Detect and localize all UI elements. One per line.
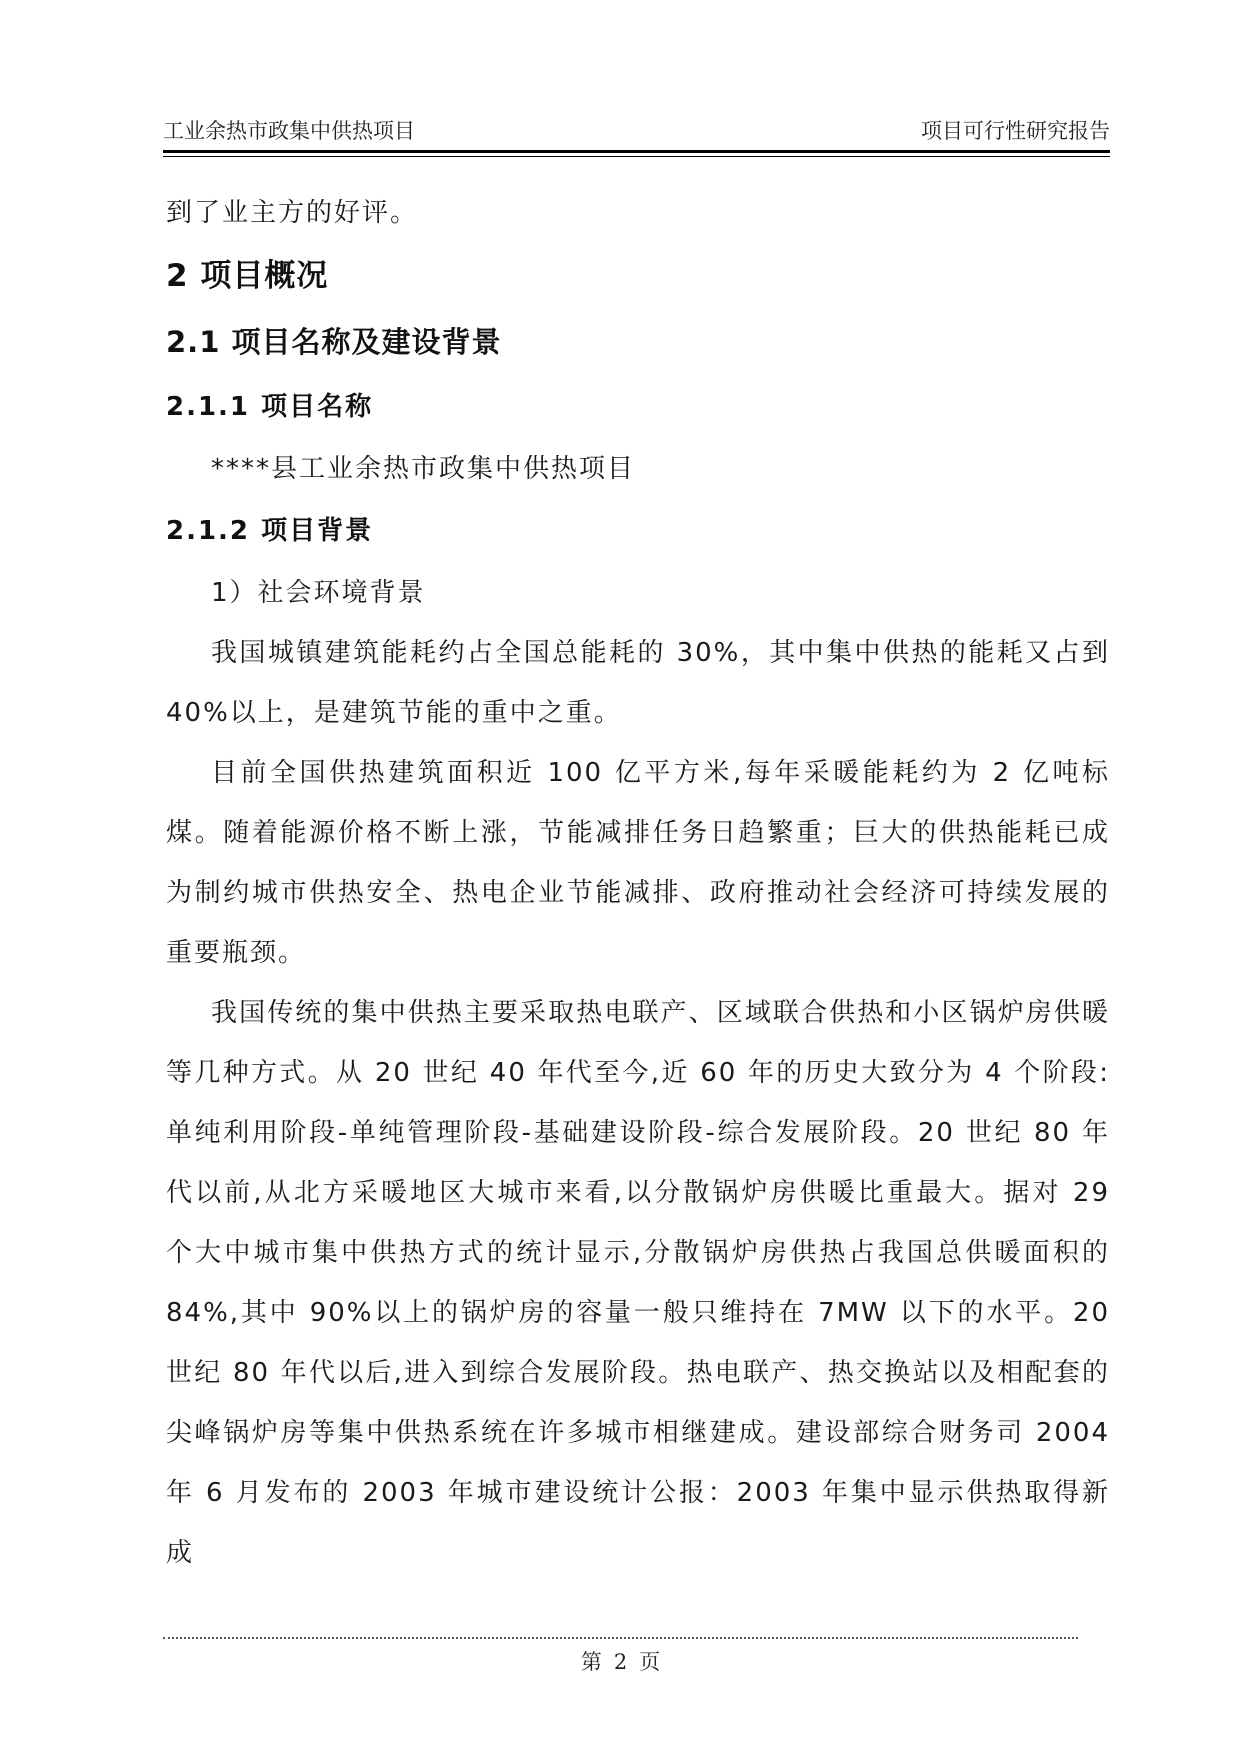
section-heading-2: 2 项目概况 (166, 258, 329, 294)
page-body (166, 183, 1110, 1583)
section-heading-2-1-2: 2.1.2 项目背景 (166, 516, 374, 546)
page-number: 2 (613, 1650, 628, 1674)
footer-rule (163, 1637, 1078, 1639)
page-header (163, 115, 1110, 145)
section-heading-2-1: 2.1 项目名称及建设背景 (166, 325, 502, 359)
footer-prefix: 第 (580, 1650, 602, 1674)
paragraph-heating-history: 我国传统的集中供热主要采取热电联产、区域联合供热和小区锅炉房供暖等几种方式。从 20 世纪 40 年代至今,近 60 年的历史大致分为 4 个阶段:单纯利用阶段-单纯管理阶段-基础建设阶段-综合发展阶段。20 世纪 80 年代以前,从北方采暖地区大城市来看,以分散锅炉房供暖比重最大。据对 29 个大中城市集中供热方式的统计显示,分散锅炉房供热占我国总供暖面积的 84%,其中 90%以上的锅炉房的容量一般只维持在 7MW 以下的水平。20 世纪 80 年代以后,进入到综合发展阶段。热电联产、热交换站以及相配套的尖峰锅炉房等集中供热系统在许多城市相继建成。建设部综合财务司 2004 年 6 月发布的 2003 年城市建设统计公报：2003 年集中显示供热取得新成 (166, 998, 1110, 1568)
header-document-title: 工业余热市政集中供热项目 (163, 119, 415, 143)
header-rule-thick (163, 150, 1110, 153)
paragraph-energy-consumption: 我国城镇建筑能耗约占全国总能耗的 30%，其中集中供热的能耗又占到 40%以上，是建筑节能的重中之重。 (166, 638, 1110, 728)
paragraph-heating-area: 目前全国供热建筑面积近 100 亿平方米,每年采暖能耗约为 2 亿吨标煤。随着能源价格不断上涨，节能减排任务日趋繁重；巨大的供热能耗已成为制约城市供热安全、热电企业节能减排、政府推动社会经济可持续发展的重要瓶颈。 (166, 758, 1110, 968)
footer-suffix: 页 (639, 1650, 661, 1674)
page-footer (0, 1646, 1241, 1676)
subheading-social-background: 1）社会环境背景 (211, 578, 426, 608)
section-heading-2-1-1: 2.1.1 项目名称 (166, 392, 374, 422)
header-report-type: 项目可行性研究报告 (921, 119, 1110, 143)
continuation-text: 到了业主方的好评。 (166, 198, 419, 228)
header-rule-thin (163, 156, 1110, 157)
project-name-text: ****县工业余热市政集中供热项目 (211, 454, 636, 484)
